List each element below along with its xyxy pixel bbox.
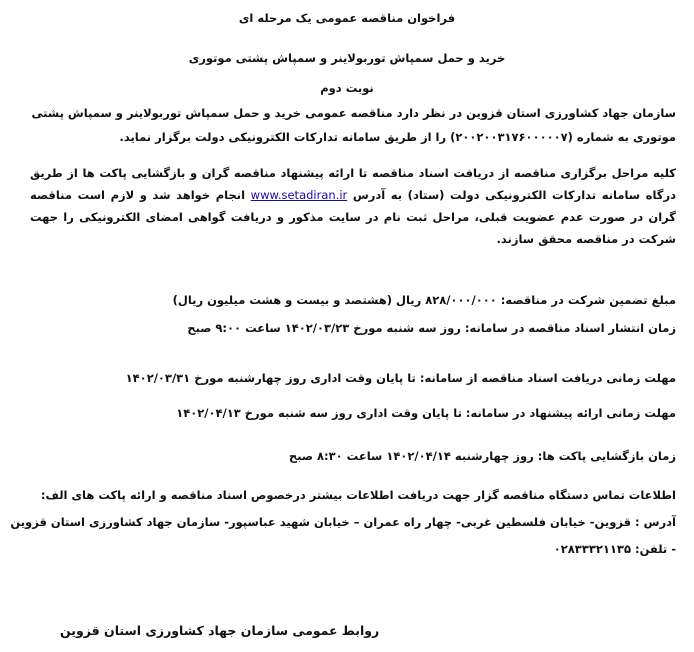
publish-time: زمان انتشار اسناد مناقصه در سامانه: روز سه شنبه مورخ ۱۴۰۲/۰۳/۲۳ ساعت ۹:۰۰ صبح xyxy=(187,321,676,335)
receive-deadline: مهلت زمانی دریافت اسناد مناقصه از سامانه: تا پایان وقت اداری روز چهارشنبه مورخ ۱۴۰۲/۰۳/۳۱ xyxy=(125,371,676,385)
submit-deadline: مهلت زمانی ارائه پیشنهاد در سامانه: تا پایان وقت اداری روز سه شنبه مورخ ۱۴۰۲/۰۴/۱۳ xyxy=(176,406,676,420)
address: آدرس : قزوین- خیابان فلسطین غربی- چهار راه عمران – خیابان شهید عباسپور- سازمان جهاد کشاورزی استان قزوین xyxy=(10,515,676,529)
process-text-part-b: انجام خواهد شد و لازم است مناقصه گران در صورت عدم عضویت قبلی، مراحل ثبت نام در سایت مذکور و دریافت گواهی امضای الکترونیکی را جهت شرکت در مناقصه محقق سازند. xyxy=(30,188,676,246)
intro-line-1: سازمان جهاد کشاورزی استان قزوین در نظر دارد مناقصه عمومی خرید و حمل سمپاش توربولاینر و سمپاش پشتی xyxy=(31,106,676,120)
intro-line-2: موتوری به شماره (۲۰۰۲۰۰۳۱۷۶۰۰۰۰۰۷) را از طریق سامانه تدارکات الکترونیکی دولت برگزار نماید. xyxy=(119,130,676,144)
notice-subject: خرید و حمل سمپاش توربولاینر و سمپاش پشتی موتوری xyxy=(188,51,506,65)
phone: - تلفن: ۰۲۸۳۳۳۲۱۱۳۵ xyxy=(553,542,676,556)
notice-round: نوبت دوم xyxy=(320,81,374,95)
setadiran-link[interactable]: www.setadiran.ir xyxy=(250,188,348,202)
contact-info: اطلاعات تماس دستگاه مناقصه گزار جهت دریافت اطلاعات بیشتر درخصوص اسناد مناقصه و ارائه پاکت های الف: xyxy=(40,488,676,502)
process-paragraph xyxy=(30,162,676,250)
process-text-part-a: کلیه مراحل برگزاری مناقصه از دریافت اسناد مناقصه تا ارائه پیشنهاد مناقصه گران و بازگشایی پاکت ها از طریق درگاه سامانه تدارکات الکترونیکی دولت (ستاد) به آدرس xyxy=(30,166,676,202)
opening-time: زمان بازگشایی پاکت ها: روز چهارشنبه ۱۴۰۲/۰۴/۱۴ ساعت ۸:۳۰ صبح xyxy=(288,449,676,463)
footer-signature: روابط عمومی سازمان جهاد کشاورزی استان قزوین xyxy=(60,623,380,638)
notice-heading: فراخوان مناقصه عمومی یک مرحله ای xyxy=(238,11,456,25)
guarantee-amount: مبلغ تضمین شرکت در مناقصه: ۸۲۸/۰۰۰/۰۰۰ ریال (هشتصد و بیست و هشت میلیون ریال) xyxy=(172,293,676,307)
